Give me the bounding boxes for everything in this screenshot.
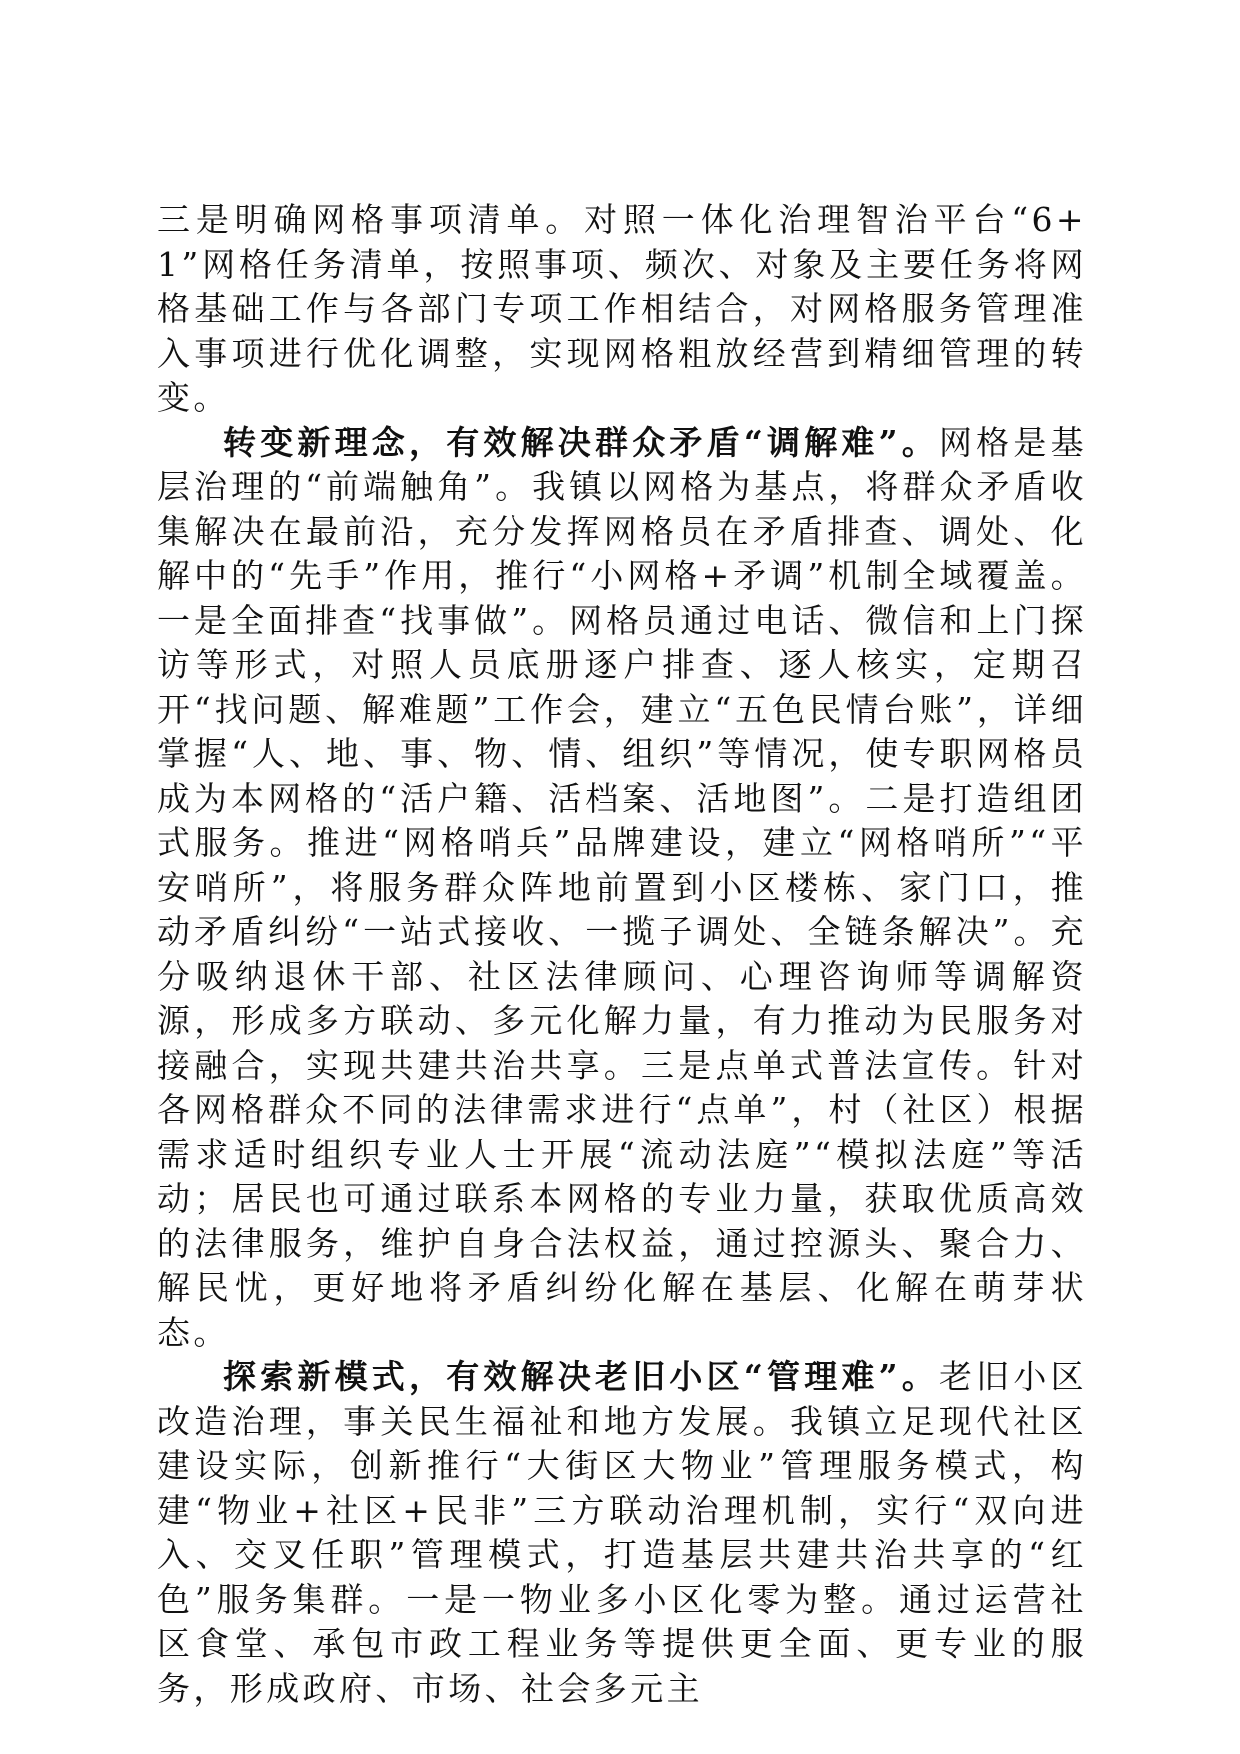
paragraph-grid-checklist [157,198,1087,421]
paragraph-heading: 转变新理念，有效解决群众矛盾“调解难”。 [223,422,939,462]
paragraph-mediation [157,421,1087,1356]
document-body [157,198,1087,1711]
paragraph-text: 三是明确网格事项清单。对照一体化治理智治平台“6+1”网格任务清单，按照事项、频次、对象及主要任务将网格基础工作与各部门专项工作相结合，对网格服务管理准入事项进行优化调整，实现网格粗放经营到精细管理的转变。 [157,200,1087,417]
paragraph-text: 老旧小区改造治理，事关民生福祉和地方发展。我镇立足现代社区建设实际，创新推行“大街区大物业”管理服务模式，构建“物业+社区+民非”三方联动治理机制，实行“双向进入、交叉任职”管理模式，打造基层共建共治共享的“红色”服务集群。一是一物业多小区化零为整。通过运营社区食堂、承包市政工程业务等提供更全面、更专业的服务，形成政府、市场、社会多元主 [157,1357,1087,1708]
paragraph-old-community [157,1355,1087,1711]
paragraph-heading: 探索新模式，有效解决老旧小区“管理难”。 [223,1357,939,1396]
paragraph-text: 网格是基层治理的“前端触角”。我镇以网格为基点，将群众矛盾收集解决在最前沿，充分发挥网格员在矛盾排查、调处、化解中的“先手”作用，推行“小网格+矛调”机制全域覆盖。一是全面排查“找事做”。网格员通过电话、微信和上门探访等形式，对照人员底册逐户排查、逐人核实，定期召开“找问题、解难题”工作会，建立“五色民情台账”，详细掌握“人、地、事、物、情、组织”等情况，使专职网格员成为本网格的“活户籍、活档案、活地图”。二是打造组团式服务。推进“网格哨兵”品牌建设，建立“网格哨所”“平安哨所”，将服务群众阵地前置到小区楼栋、家门口，推动矛盾纠纷“一站式接收、一揽子调处、全链条解决”。充分吸纳退休干部、社区法律顾问、心理咨询师等调解资源，形成多方联动、多元化解力量，有力推动为民服务对接融合，实现共建共治共享。三是点单式普法宣传。针对各网格群众不同的法律需求进行“点单”，村（社区）根据需求适时组织专业人士开展“流动法庭”“模拟法庭”等活动；居民也可通过联系本网格的专业力量，获取优质高效的法律服务，维护自身合法权益，通过控源头、聚合力、解民忧，更好地将矛盾纠纷化解在基层、化解在萌芽状态。 [157,422,1087,1352]
